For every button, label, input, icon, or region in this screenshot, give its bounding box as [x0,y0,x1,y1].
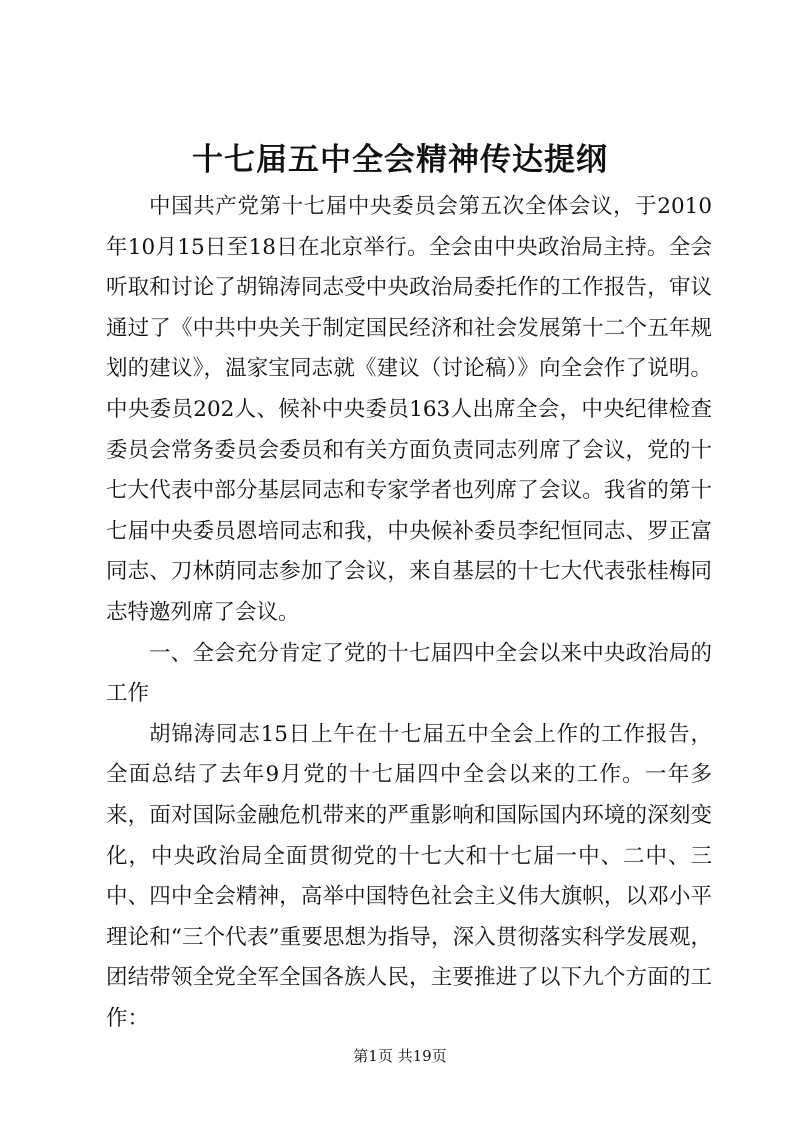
page-number-footer: 第1页 共19页 [353,1047,447,1065]
document-body [106,187,712,1039]
paragraph-work-report: 胡锦涛同志15日上午在十七届五中全会上作的工作报告，全面总结了去年9月党的十七届四中全会以来的工作。一年多来，面对国际金融危机带来的严重影响和国际国内环境的深刻变化，中央政治局全面贯彻党的十七大和十七届一中、二中、三中、四中全会精神，高举中国特色社会主义伟大旗帜，以邓小平理论和“三个代表”重要思想为指导，深入贯彻落实科学发展观，团结带领全党全军全国各族人民，主要推进了以下九个方面的工作： [106,721,712,1031]
page-title: 十七届五中全会精神传达提纲 [192,142,608,178]
paragraph-meeting-overview: 中国共产党第十七届中央委员会第五次全体会议，于2010年10月15日至18日在北京举行。全会由中央政治局主持。全会听取和讨论了胡锦涛同志受中央政治局委托作的工作报告，审议通过了《中共中央关于制定国民经济和社会发展第十二个五年规划的建议》，温家宝同志就《建议（讨论稿）》向全会作了说明。中央委员202人、候补中央委员163人出席全会，中央纪律检查委员会常务委员会委员和有关方面负责同志列席了会议，党的十七大代表中部分基层同志和专家学者也列席了会议。我省的第十七届中央委员恩培同志和我，中央候补委员李纪恒同志、罗正富同志、刀林荫同志参加了会议，来自基层的十七大代表张桂梅同志特邀列席了会议。 [106,194,712,625]
section-heading-one: 一、全会充分肯定了党的十七届四中全会以来中央政治局的工作 [106,640,712,707]
